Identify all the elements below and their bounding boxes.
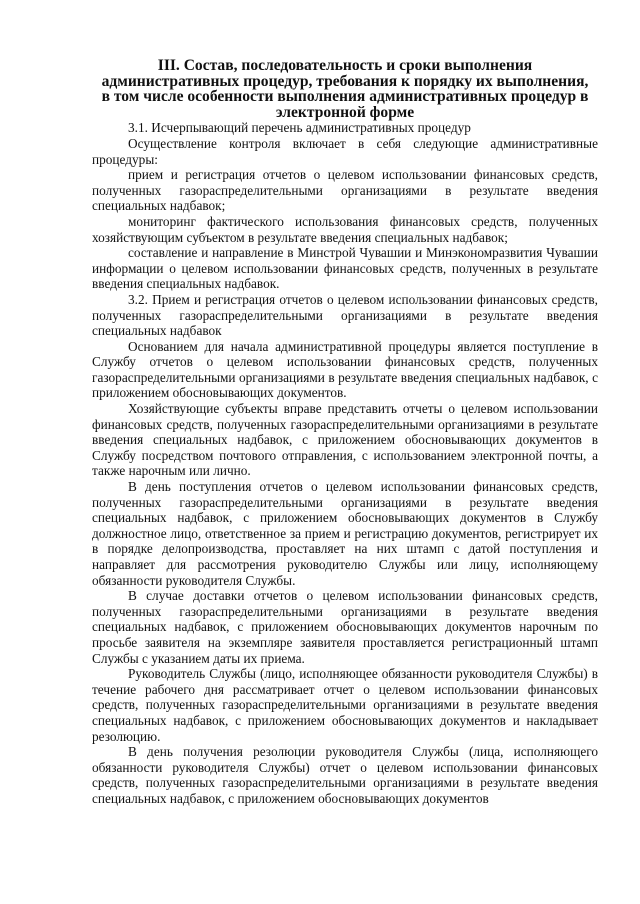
subsection-title-3-2: 3.2. Прием и регистрация отчетов о целевом использовании финансовых средств, полученных газораспределительными организациями в результате введения специальных надбавок <box>92 291 598 339</box>
list-item-paragraph: мониторинг фактического использования финансовых средств, полученных хозяйствующим субъектом в результате введения специальных надбавок; <box>92 213 598 245</box>
list-item-paragraph: прием и регистрация отчетов о целевом использовании финансовых средств, полученных газораспределительными организациями в результате введения специальных надбавок; <box>92 167 598 214</box>
section-heading <box>92 58 598 120</box>
heading-line: административных процедур, требования к порядку их выполнения, <box>101 72 589 90</box>
body-paragraph: Основанием для начала административной процедуры является поступление в Службу отчетов о целевом использовании финансовых средств, полученных газораспределительными организациями в результате введения специальных надбавок, с приложением обосновывающих документов. <box>92 338 598 401</box>
body-paragraph: Хозяйствующие субъекты вправе представить отчеты о целевом использовании финансовых средств, полученных газораспределительными организациями в результате введения специальных надбавок, с приложением обосновывающих документов в Службу посредством почтового отправления, с использованием электронной почты, а также нарочным или лично. <box>92 401 598 479</box>
subsection-title-3-1: 3.1. Исчерпывающий перечень административных процедур <box>128 120 471 136</box>
body-paragraph: В день получения резолюции руководителя Службы (лица, исполняющего обязанности руководителя Службы) отчет о целевом использовании финансовых средств, полученных газораспределительными организациями в результате введения специальных надбавок, с приложением обосновывающих документов <box>92 744 598 806</box>
heading-line: в том числе особенности выполнения административных процедур в <box>101 88 589 106</box>
body-paragraph: Осуществление контроля включает в себя следующие административные процедуры: <box>92 135 598 167</box>
body-paragraph: В день поступления отчетов о целевом использовании финансовых средств, полученных газораспределительными организациями в результате введения специальных надбавок, с приложением обосновывающих документов в Службу должностное лицо, ответственное за прием и регистрацию документов, регистрирует их в порядке делопроизводства, проставляет на них штамп с датой поступления и направляет для рассмотрения руководителю Службы или лицу, исполняющему обязанности руководителя Службы. <box>92 479 598 588</box>
body-paragraph: Руководитель Службы (лицо, исполняющее обязанности руководителя Службы) в течение рабочего дня рассматривает отчет о целевом использовании финансовых средств, полученных газораспределительными организациями в результате введения специальных надбавок, с приложением обосновывающих документов и накладывает резолюцию. <box>92 666 598 744</box>
heading-line: III. Состав, последовательность и сроки выполнения <box>157 57 533 74</box>
heading-line: электронной форме <box>275 103 415 121</box>
body-paragraph: В случае доставки отчетов о целевом использовании финансовых средств, полученных газораспределительными организациями в результате введения специальных надбавок, с приложением обосновывающих документов нарочным по просьбе заявителя на экземпляре заявителя проставляется регистрационный штамп Службы с указанием даты их приема. <box>92 588 598 666</box>
document-page <box>92 58 598 807</box>
list-item-paragraph: составление и направление в Минстрой Чувашии и Минэкономразвития Чувашии информации о целевом использовании финансовых средств, полученных в результате введения специальных надбавок. <box>92 245 598 292</box>
